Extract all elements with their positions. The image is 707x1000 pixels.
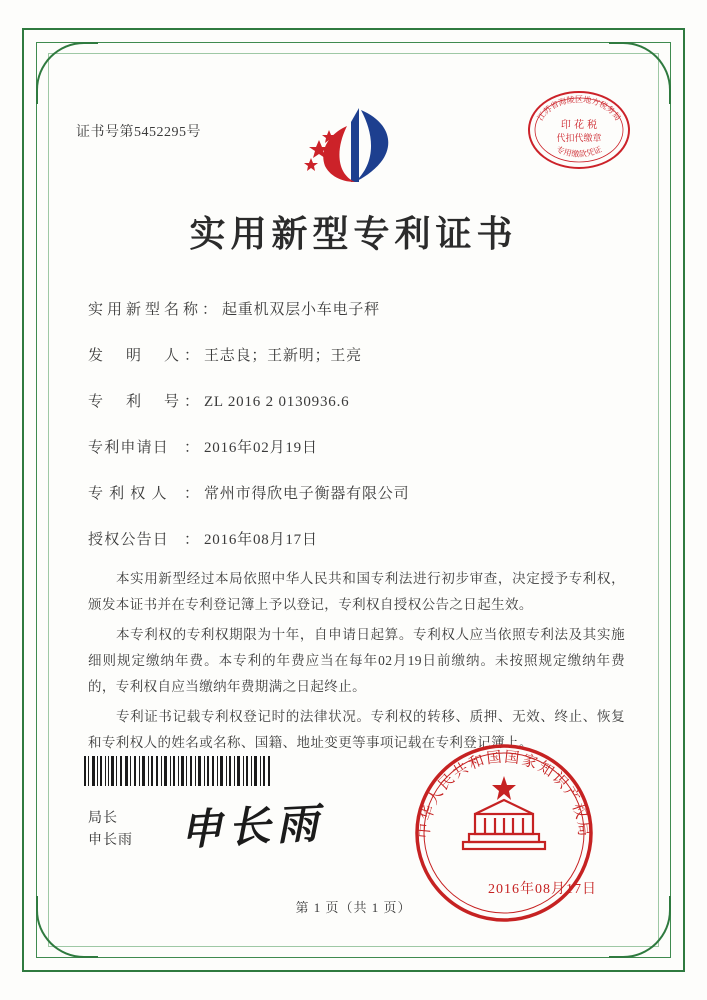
field-label: 授权公告日 [88, 532, 170, 548]
certificate-body-text [88, 566, 625, 760]
field-label: 专利申请日 [88, 440, 170, 456]
certificate-fields [88, 298, 627, 574]
field-label: 专 利 号 [88, 394, 184, 410]
field-value: 2016年02月19日 [203, 440, 318, 456]
page-title: 实用新型专利证书 [189, 214, 518, 255]
page-footer: 第 1 页（共 1 页） [295, 900, 412, 915]
sipo-logo [289, 104, 419, 190]
svg-text:代扣代缴章: 代扣代缴章 [556, 134, 602, 144]
field-grant-date: 授权公告日 ： 2016年08月17日 [88, 528, 627, 549]
certificate-serial-number: 证书号第5452295号 [76, 125, 201, 140]
field-value: 2016年08月17日 [203, 532, 318, 548]
field-value: 起重机双层小车电子秤 [221, 302, 380, 318]
svg-text:专用缴款凭证: 专用缴款凭证 [554, 144, 604, 159]
field-label: 专 利 权 人 [88, 486, 168, 502]
paragraph-3: 专利证书记载专利权登记时的法律状况。专利权的转移、质押、无效、终止、恢复和专利权人的姓名或名称、国籍、地址变更等事项记载在专利登记簿上。 [88, 709, 625, 750]
signature-block [88, 808, 133, 852]
office-title-label: 局长 [88, 811, 118, 826]
svg-text:江苏省海陵区地方税务局: 江苏省海陵区地方税务局 [535, 95, 623, 123]
field-value: 王志良；王新明；王亮 [203, 348, 362, 364]
field-inventor: 发 明 人： 王志良；王新明；王亮 [88, 344, 627, 365]
seal-date: 2016年08月17日 [488, 882, 597, 897]
office-holder-name: 申长雨 [88, 833, 133, 848]
field-label: 实用新型名称 [88, 302, 203, 318]
svg-text:印 花 税: 印 花 税 [560, 120, 598, 131]
handwritten-signature: 申长雨 [178, 798, 326, 855]
paragraph-1: 本实用新型经过本局依照中华人民共和国专利法进行初步审查，决定授予专利权，颁发本证书并在专利登记簿上予以登记，专利权自授权公告之日起生效。 [88, 571, 625, 612]
svg-text:中华人民共和国国家知识产权局: 中华人民共和国国家知识产权局 [414, 747, 594, 839]
field-utility-model-name: 实用新型名称： 起重机双层小车电子秤 [88, 298, 627, 319]
field-application-date: 专利申请日 ： 2016年02月19日 [88, 436, 627, 457]
field-label: 发 明 人 [88, 348, 184, 364]
field-value: ZL 2016 2 0130936.6 [203, 394, 350, 410]
tax-stamp [525, 88, 633, 172]
paragraph-2: 本专利权的专利权期限为十年，自申请日起算。专利权人应当依照专利法及其实施细则规定缴纳年费。本专利的年费应当在每年02月19日前缴纳。未按照规定缴纳年费的，专利权自应当缴纳年费期满之日起终止。 [88, 627, 625, 694]
field-value: 常州市得欣电子衡器有限公司 [203, 486, 410, 502]
barcode [84, 756, 270, 786]
field-patent-number: 专 利 号： ZL 2016 2 0130936.6 [88, 390, 627, 411]
field-patentee: 专 利 权 人 ： 常州市得欣电子衡器有限公司 [88, 482, 627, 503]
certificate-content [60, 66, 647, 934]
